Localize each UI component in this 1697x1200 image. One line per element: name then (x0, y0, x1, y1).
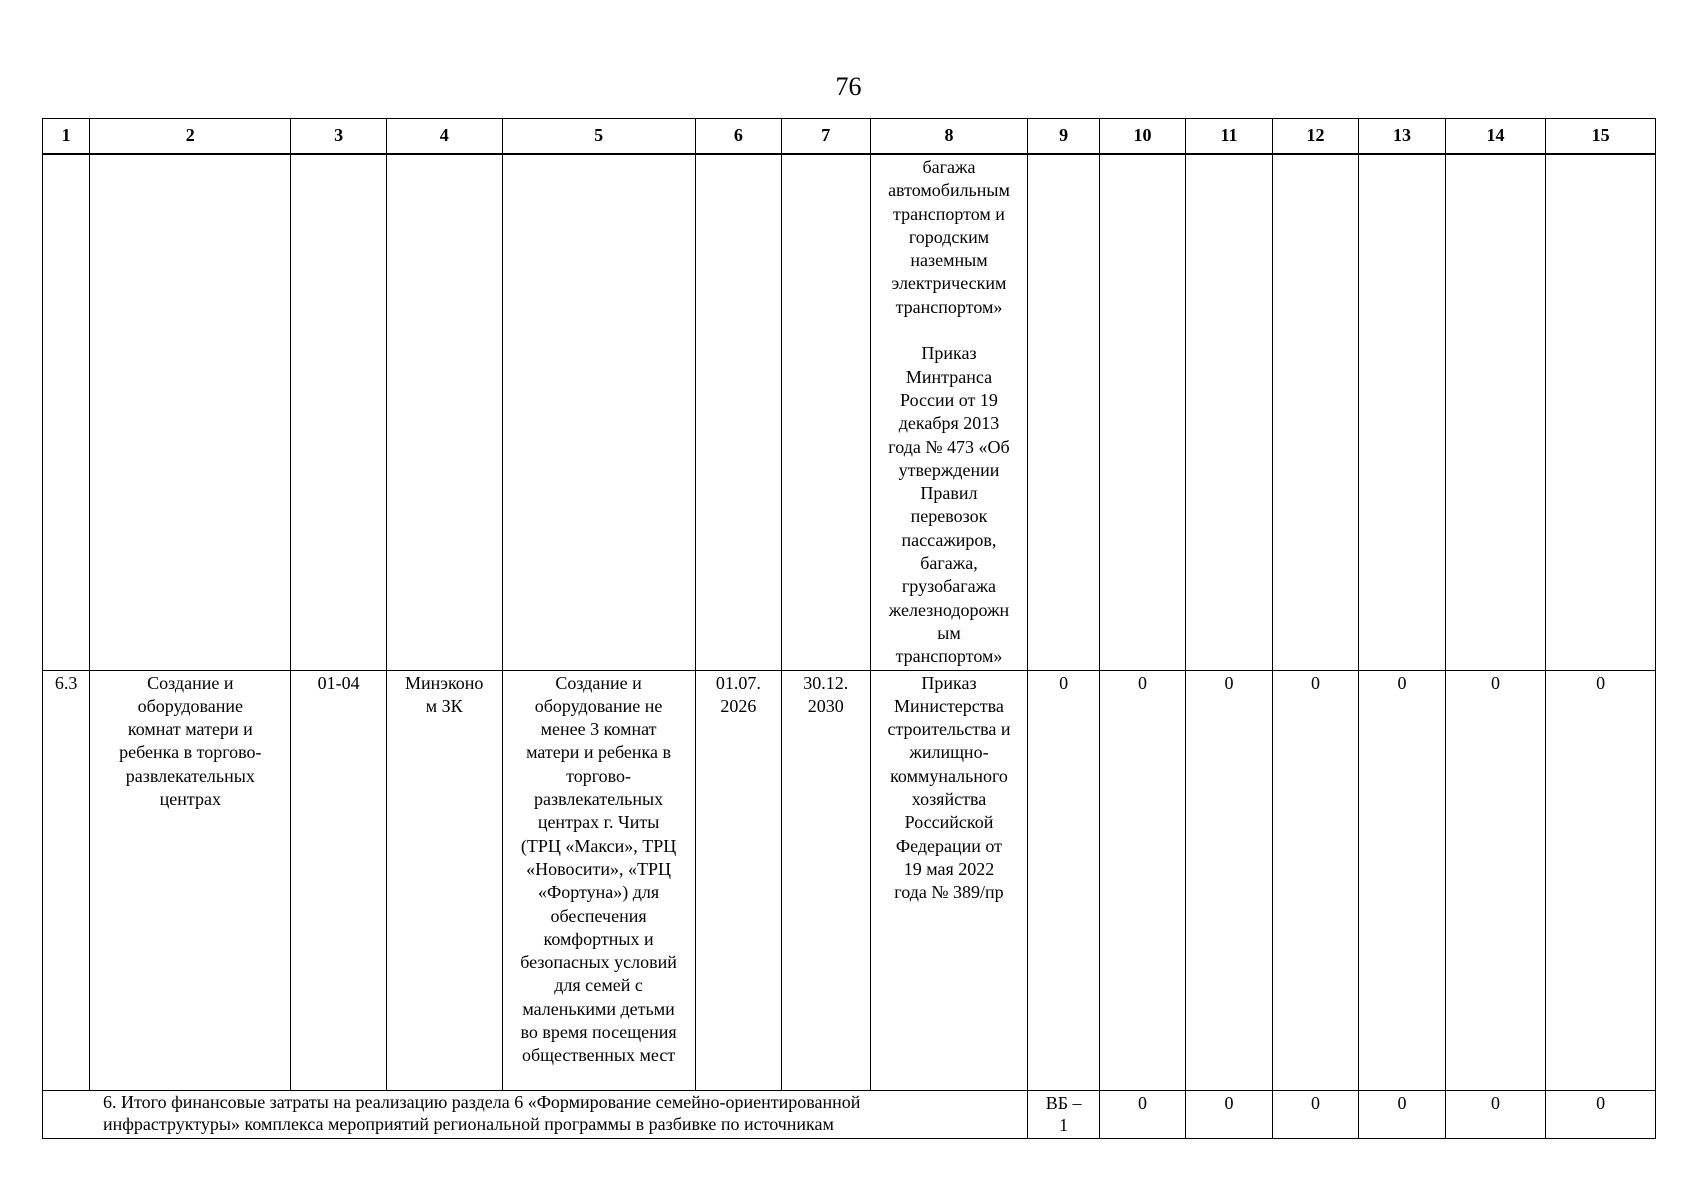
start-date-cell: 01.07. 2026 (695, 670, 781, 1090)
value-cell: 0 (1272, 670, 1358, 1090)
table-cell (1099, 154, 1185, 670)
value-cell: 0 (1546, 1090, 1656, 1138)
table-cell (502, 154, 695, 670)
value-cell: 0 (1359, 670, 1445, 1090)
value-cell: 0 (1445, 670, 1546, 1090)
value-cell: 0 (1028, 670, 1099, 1090)
column-number: 6 (695, 119, 781, 155)
table-cell (386, 154, 502, 670)
table-row-6-3 (43, 670, 1656, 1090)
table-cell (1359, 154, 1445, 670)
value-cell: 0 (1359, 1090, 1445, 1138)
measure-name-cell: Создание и оборудование комнат матери и ребенка в торгово- развлекательных центрах (90, 670, 291, 1090)
total-label-cell: 6. Итого финансовые затраты на реализацию раздела 6 «Формирование семейно-ориентированной инфраструктуры» комплекса мероприятий региональной программы в разбивке по источникам (43, 1090, 1028, 1138)
column-number: 8 (870, 119, 1028, 155)
item-number-cell: 6.3 (43, 670, 90, 1090)
column-number: 12 (1272, 119, 1358, 155)
value-cell: 0 (1272, 1090, 1358, 1138)
legal-basis-cell: Приказ Министерства строительства и жилищно- коммунального хозяйства Российской Федерации от 19 мая 2022 года № 389/пр (870, 670, 1028, 1090)
executor-cell: Минэконо м ЗК (386, 670, 502, 1090)
column-number: 2 (90, 119, 291, 155)
funding-source-cell: ВБ – 1 (1028, 1090, 1099, 1138)
column-number: 11 (1186, 119, 1272, 155)
value-cell: 0 (1546, 670, 1656, 1090)
table-row-continuation (43, 154, 1656, 670)
value-cell: 0 (1445, 1090, 1546, 1138)
column-number: 4 (386, 119, 502, 155)
table-cell (782, 154, 870, 670)
column-number: 13 (1359, 119, 1445, 155)
page-number: 76 (835, 72, 862, 101)
column-number-row (43, 119, 1656, 155)
value-cell: 0 (1186, 1090, 1272, 1138)
column-number: 7 (782, 119, 870, 155)
table-cell (1028, 154, 1099, 670)
value-cell: 0 (1186, 670, 1272, 1090)
legal-basis-cell: багажа автомобильным транспортом и городским наземным электрическим транспортом» Приказ Минтранса России от 19 декабря 2013 года № 473 «Об утверждении Правил перевозок пассажиров, багажа, грузобагажа железнодорожн ым транспортом» (870, 154, 1028, 670)
table-cell (695, 154, 781, 670)
column-number: 10 (1099, 119, 1185, 155)
table-cell (291, 154, 387, 670)
column-number: 3 (291, 119, 387, 155)
measures-table (42, 118, 1656, 1139)
result-cell: Создание и оборудование не менее 3 комнат матери и ребенка в торгово- развлекательных центрах г. Читы (ТРЦ «Макси», ТРЦ «Новосити», «ТРЦ «Фортуна») для обеспечения комфортных и безопасных условий для семей с маленькими детьми во время посещения общественных мест (502, 670, 695, 1090)
table-cell (1186, 154, 1272, 670)
table-row-total (43, 1090, 1656, 1138)
table-cell (1272, 154, 1358, 670)
table-cell (1445, 154, 1546, 670)
column-number: 1 (43, 119, 90, 155)
value-cell: 0 (1099, 670, 1185, 1090)
end-date-cell: 30.12. 2030 (782, 670, 870, 1090)
column-number: 14 (1445, 119, 1546, 155)
table-cell (43, 154, 90, 670)
column-number: 9 (1028, 119, 1099, 155)
value-cell: 0 (1099, 1090, 1185, 1138)
table-cell (90, 154, 291, 670)
column-number: 5 (502, 119, 695, 155)
column-number: 15 (1546, 119, 1656, 155)
code-cell: 01-04 (291, 670, 387, 1090)
table-cell (1546, 154, 1656, 670)
